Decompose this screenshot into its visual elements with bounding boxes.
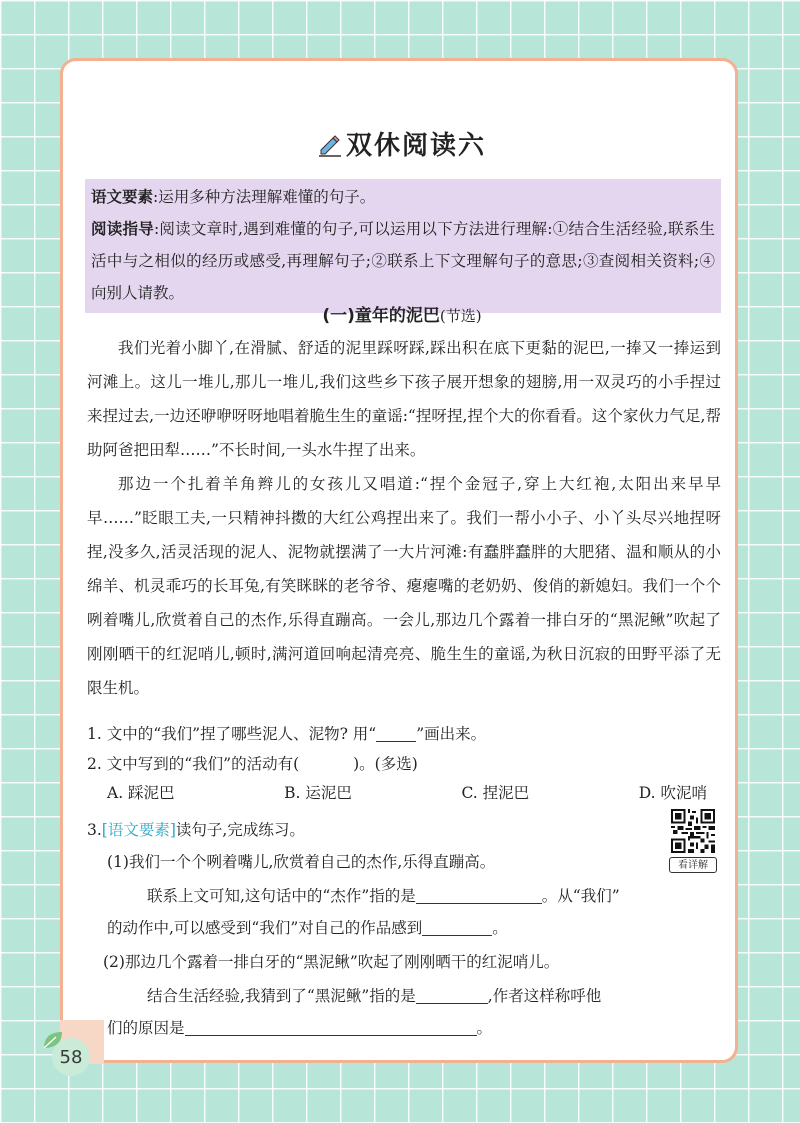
question-1-text: 1. 文中的“我们”捏了哪些泥人、泥物? 用“ — [87, 725, 377, 743]
language-element-text: :运用多种方法理解难懂的句子。 — [153, 188, 376, 206]
answer-blank[interactable] — [422, 917, 492, 936]
option-c[interactable]: C. 捏泥巴 — [461, 784, 530, 802]
question-3-2-line-2 — [107, 1013, 492, 1043]
underline-mark — [376, 723, 416, 742]
option-a[interactable]: A. 踩泥巴 — [107, 784, 175, 802]
q3-1-text-a: 联系上文可知,这句话中的“杰作”指的是 — [147, 887, 416, 905]
qr-code-icon[interactable] — [671, 809, 715, 853]
question-3-number: 3. — [87, 821, 102, 839]
reading-guidance-label: 阅读指导 — [91, 220, 154, 238]
q3-1-text-d: 。 — [492, 919, 508, 937]
question-3 — [87, 815, 305, 845]
article-body — [87, 331, 721, 705]
article-title — [63, 301, 741, 326]
answer-blank[interactable] — [416, 885, 542, 904]
option-d[interactable]: D. 吹泥哨 — [638, 784, 707, 802]
reading-guidance-text: :阅读文章时,遇到难懂的句子,可以运用以下方法进行理解:①结合生活经验,联系生活中与之相似的经历或感受,再理解句子;②联系上下文理解句子的意思;③查阅相关资料;④向别人请教。 — [91, 220, 715, 302]
q3-1-text-c: 的动作中,可以感受到“我们”对自己的作品感到 — [107, 919, 423, 937]
question-1 — [87, 719, 486, 749]
q3-2-text-c: 们的原因是 — [107, 1019, 185, 1037]
question-2 — [87, 749, 418, 779]
reading-guide-box — [85, 179, 721, 313]
article-title-text: (一)童年的泥巴 — [322, 306, 440, 326]
q3-2-text-d: 。 — [476, 1019, 493, 1037]
question-1-text-end: ”画出来。 — [416, 725, 487, 743]
q3-1-text-b: 。从“我们” — [541, 887, 620, 905]
language-element-tag: [语文要素] — [101, 821, 176, 839]
worksheet-card — [60, 58, 738, 1063]
question-3-1-sentence: (1)我们一个个咧着嘴儿,欣赏着自己的杰作,乐得直蹦高。 — [107, 853, 496, 871]
page-number: 58 — [52, 1038, 90, 1076]
question-2-options — [107, 781, 707, 803]
question-3-2-sentence: (2)那边几个露着一排白牙的“黑泥鳅”吹起了刚刚晒干的红泥哨儿。 — [103, 953, 560, 971]
reading-guidance — [91, 213, 715, 309]
q3-2-text-a: 结合生活经验,我猜到了“黑泥鳅”指的是 — [147, 987, 416, 1005]
article-paragraph: 我们光着小脚丫,在滑腻、舒适的泥里踩呀踩,踩出积在底下更黏的泥巴,一捧又一捧运到河滩上。这儿一堆儿,那儿一堆儿,我们这些乡下孩子展开想象的翅膀,用一双灵巧的小手捏过来捏过去,一边还咿咿呀呀地唱着脆生生的童谣:“捏呀捏,捏个大的你看看。这个家伙力气足,帮助阿爸把田犁……”不长时间,一头水牛捏了出来。 — [87, 339, 721, 459]
qr-detail-label[interactable]: 看详解 — [669, 857, 717, 873]
question-2-text: 2. 文中写到的“我们”的活动有( — [87, 755, 300, 773]
article-paragraph: 那边一个扎着羊角辫儿的女孩儿又唱道:“捏个金冠子,穿上大红袍,太阳出来早早早……”眨眼工夫,一只精神抖擞的大红公鸡捏出来了。我们一帮小小子、小丫头尽兴地捏呀捏,没多久,活灵活现的泥人、泥物就摆满了一大片河滩:有蠢胖蠢胖的大肥猪、温和顺从的小绵羊、机灵乖巧的长耳兔,有笑眯眯的老爷爷、瘪瘪嘴的老奶奶、俊俏的新媳妇。我们一个个咧着嘴儿,欣赏着自己的杰作,乐得直蹦高。一会儿,那边几个露着一排白牙的“黑泥鳅”吹起了刚刚晒干的红泥哨儿,顿时,满河道回响起清亮亮、脆生生的童谣,为秋日沉寂的田野平添了无限生机。 — [87, 475, 721, 697]
language-element-label: 语文要素 — [91, 188, 154, 206]
page-title — [63, 125, 741, 162]
question-3-1-line-1 — [147, 881, 620, 911]
option-b[interactable]: B. 运泥巴 — [284, 784, 352, 802]
article-note: (节选) — [439, 307, 482, 325]
pencil-icon — [318, 133, 342, 157]
answer-blank[interactable] — [185, 1017, 477, 1036]
question-3-2-line-1 — [147, 981, 601, 1011]
question-2-text-end: )。(多选) — [353, 755, 418, 773]
language-element — [91, 181, 715, 213]
answer-blank[interactable] — [416, 985, 488, 1004]
title-text: 双休阅读六 — [345, 131, 486, 161]
question-3-1-line-2 — [107, 913, 508, 943]
q3-2-text-b: ,作者这样称呼他 — [487, 987, 602, 1005]
question-3-text: 读句子,完成练习。 — [175, 821, 305, 839]
